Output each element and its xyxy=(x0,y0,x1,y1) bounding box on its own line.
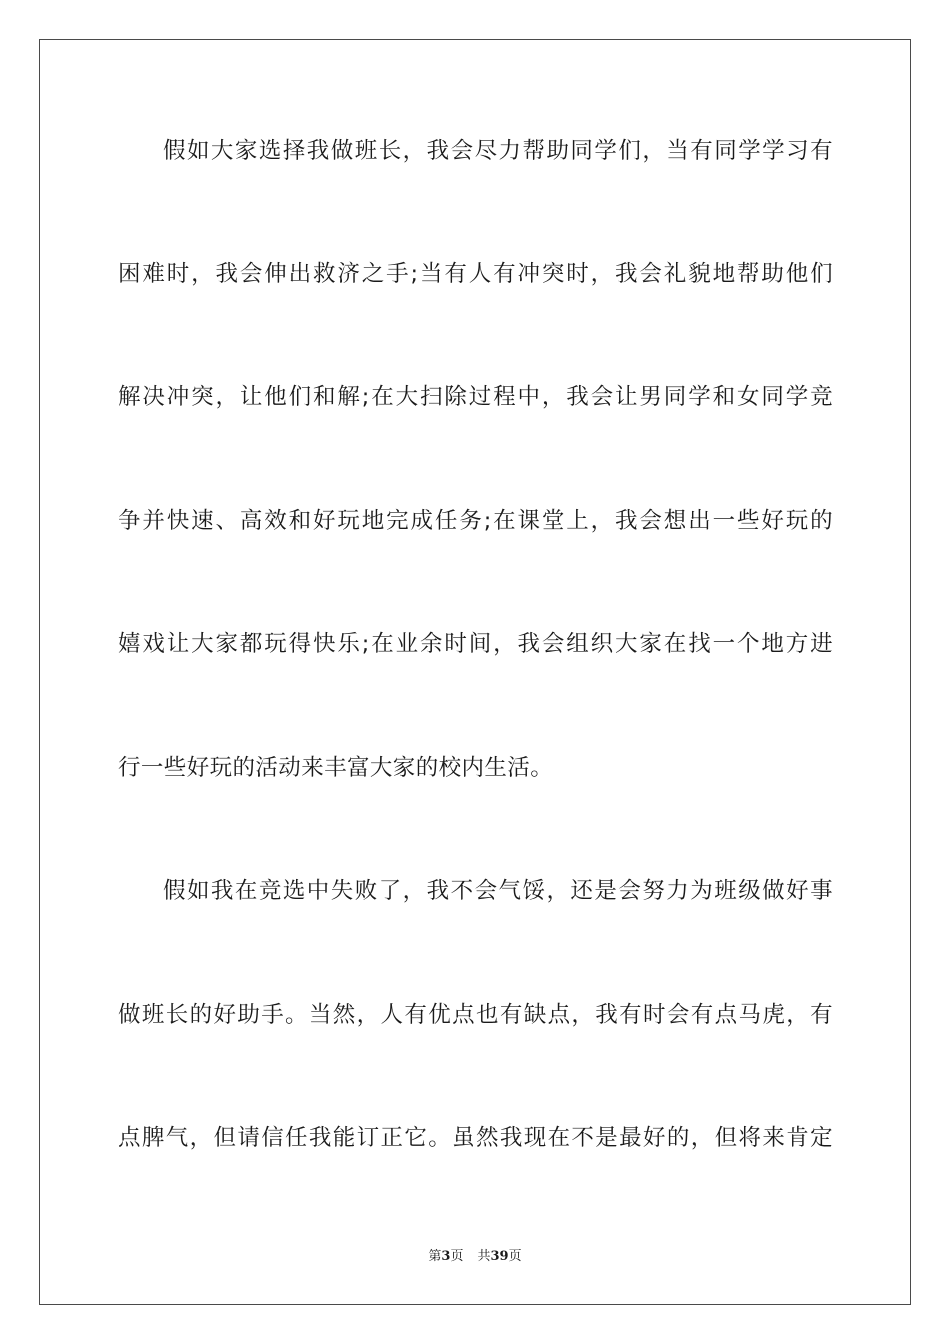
paragraph-2-line-2: 做班长的好助手。当然，人有优点也有缺点，我有时会有点马虎，有 xyxy=(118,1002,833,1028)
paragraph-1-line-3: 解决冲突，让他们和解;在大扫除过程中，我会让男同学和女同学竞 xyxy=(118,384,833,410)
page-footer xyxy=(0,1248,950,1266)
page-suffix: 页 xyxy=(450,1249,464,1264)
page-prefix: 第 xyxy=(428,1249,442,1264)
paragraph-1-line-4: 争并快速、高效和好玩地完成任务;在课堂上，我会想出一些好玩的 xyxy=(118,508,833,534)
paragraph-1-line-6: 行一些好玩的活动来丰富大家的校内生活。 xyxy=(118,755,554,781)
total-prefix: 共 xyxy=(477,1249,491,1264)
page-number: 3 xyxy=(441,1249,451,1264)
paragraph-2-line-3: 点脾气，但请信任我能订正它。虽然我现在不是最好的，但将来肯定 xyxy=(118,1125,833,1151)
total-suffix: 页 xyxy=(508,1249,522,1264)
total-pages: 39 xyxy=(490,1249,509,1264)
page-border xyxy=(39,39,911,1305)
paragraph-1-line-1: 假如大家选择我做班长，我会尽力帮助同学们，当有同学学习有 xyxy=(163,138,833,164)
paragraph-1-line-5: 嬉戏让大家都玩得快乐;在业余时间，我会组织大家在找一个地方进 xyxy=(118,631,833,657)
paragraph-2-line-1: 假如我在竞选中失败了，我不会气馁，还是会努力为班级做好事 xyxy=(163,878,833,904)
paragraph-1-line-2: 困难时，我会伸出救济之手;当有人有冲突时，我会礼貌地帮助他们 xyxy=(118,261,833,287)
